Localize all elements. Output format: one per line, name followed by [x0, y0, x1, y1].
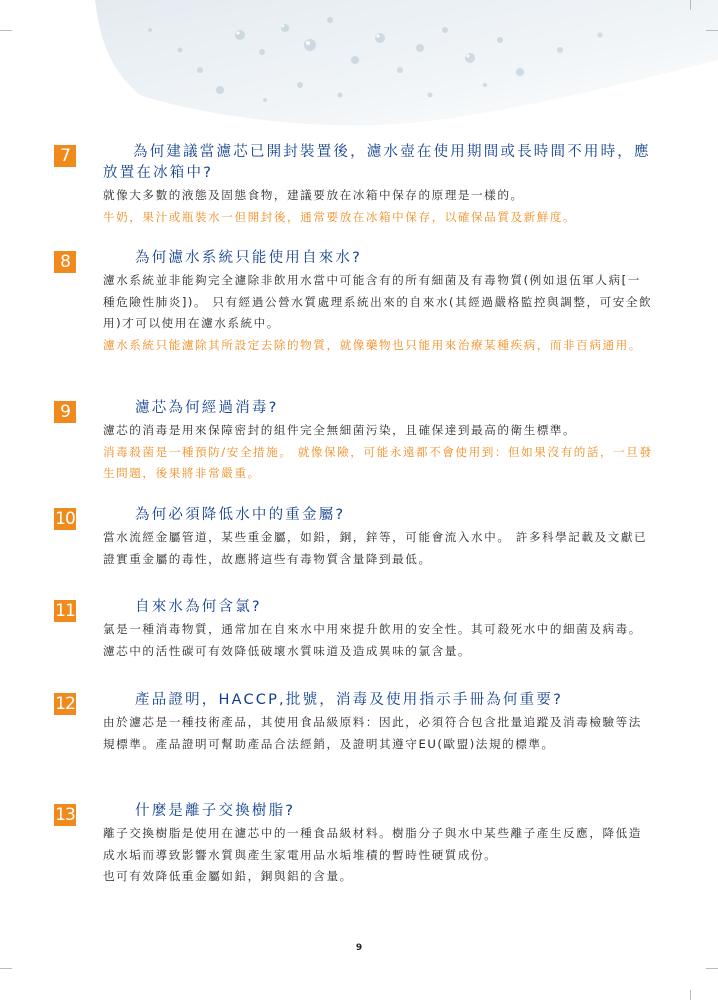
answer-highlight: 消毒殺菌是一種預防/安全措施。 就像保險，可能永遠都不會使用到：但如果沒有的話，一旦發生問題，後果將非常嚴重。 [103, 444, 653, 480]
question-number-badge: 13 [55, 805, 75, 825]
answer-text: 氯是一種消毒物質，通常加在自來水中用來提升飲用的安全性。其可殺死水中的細菌及病毒。濾芯中的活性碳可有效降低破壞水質味道及造成異味的氯含量。 [103, 622, 642, 658]
faq-item-8 [54, 248, 654, 356]
faq-item-12 [54, 690, 654, 755]
crop-mark [690, 990, 691, 1000]
question-number-badge: 11 [55, 601, 75, 621]
answer-highlight: 牛奶，果汁或瓶裝水一但開封後，通常要放在冰箱中保存，以確保品質及新鮮度。 [103, 209, 577, 224]
crop-mark [0, 968, 12, 969]
question-number-badge: 9 [54, 401, 76, 423]
answer-text: 離子交換樹脂是使用在濾芯中的一種食品級材料。樹脂分子與水中某些離子產生反應，降低造成水垢而導致影響水質與產生家電用品水垢堆積的暫時性硬質成份。 [103, 826, 642, 862]
question-number-badge: 8 [54, 251, 76, 273]
answer-text: 濾水系統並非能夠完全濾除非飲用水當中可能含有的所有細菌及有毒物質(例如退伍軍人病[一種危險性肺炎])。 只有經過公營水質處理系統出來的自來水(其經過嚴格監控與調整，可安全飲用)才可以使用在濾水系統中。 [103, 273, 653, 330]
question-heading: 產品證明，HACCP,批號，消毒及使用指示手冊為何重要? [135, 692, 563, 708]
question-heading: 自來水為何含氯? [135, 599, 262, 615]
question-number-badge: 12 [55, 694, 75, 714]
question-number-badge: 7 [54, 145, 76, 167]
faq-item-9 [54, 398, 654, 485]
page-number: 9 [355, 943, 363, 953]
crop-mark [706, 30, 718, 31]
crop-mark [706, 968, 718, 969]
question-heading: 為何濾水系統只能使用自來水? [135, 250, 362, 266]
question-number-badge: 10 [55, 509, 75, 529]
crop-mark [690, 0, 691, 10]
question-heading: 為何必須降低水中的重金屬? [135, 507, 346, 523]
answer-text: 濾芯的消毒是用來保障密封的組件完全無細菌污染，且確保達到最高的衛生標準。 [103, 423, 577, 437]
answer-text: 由於濾芯是一種技術產品，其使用食品級原料：因此，必須符合包含批量追蹤及消毒檢驗等法規標準。產品證明可幫助產品合法經銷，及證明其遵守EU(歐盟)法規的標準。 [103, 715, 642, 751]
question-heading: 為何建議當濾芯已開封裝置後，濾水壺在使用期間或長時間不用時，應放置在冰箱中? [103, 144, 651, 181]
faq-item-10 [54, 505, 654, 570]
faq-item-11 [54, 597, 654, 662]
faq-item-7 [54, 142, 654, 228]
question-heading: 什麼是離子交換樹脂? [135, 803, 296, 819]
answer-text: 當水流經金屬管道，某些重金屬，如鉛，銅，鋅等，可能會流入水中。 許多科學記載及文獻已證實重金屬的毒性，故應將這些有毒物質含量降到最低。 [103, 530, 648, 566]
faq-item-13 [54, 801, 654, 888]
water-splash-image [0, 0, 718, 130]
question-heading: 濾芯為何經過消毒? [135, 400, 279, 416]
answer-text-continued: 也可有效降低重金屬如鉛，銅與鋁的含量。 [103, 869, 353, 883]
answer-text: 就像大多數的液態及固態食物，建議要放在冰箱中保存的原理是一樣的。 [103, 188, 524, 202]
crop-mark [0, 30, 12, 31]
answer-highlight: 濾水系統只能濾除其所設定去除的物質，就像藥物也只能用來治療某種疾病，而非百病通用。 [103, 337, 642, 352]
